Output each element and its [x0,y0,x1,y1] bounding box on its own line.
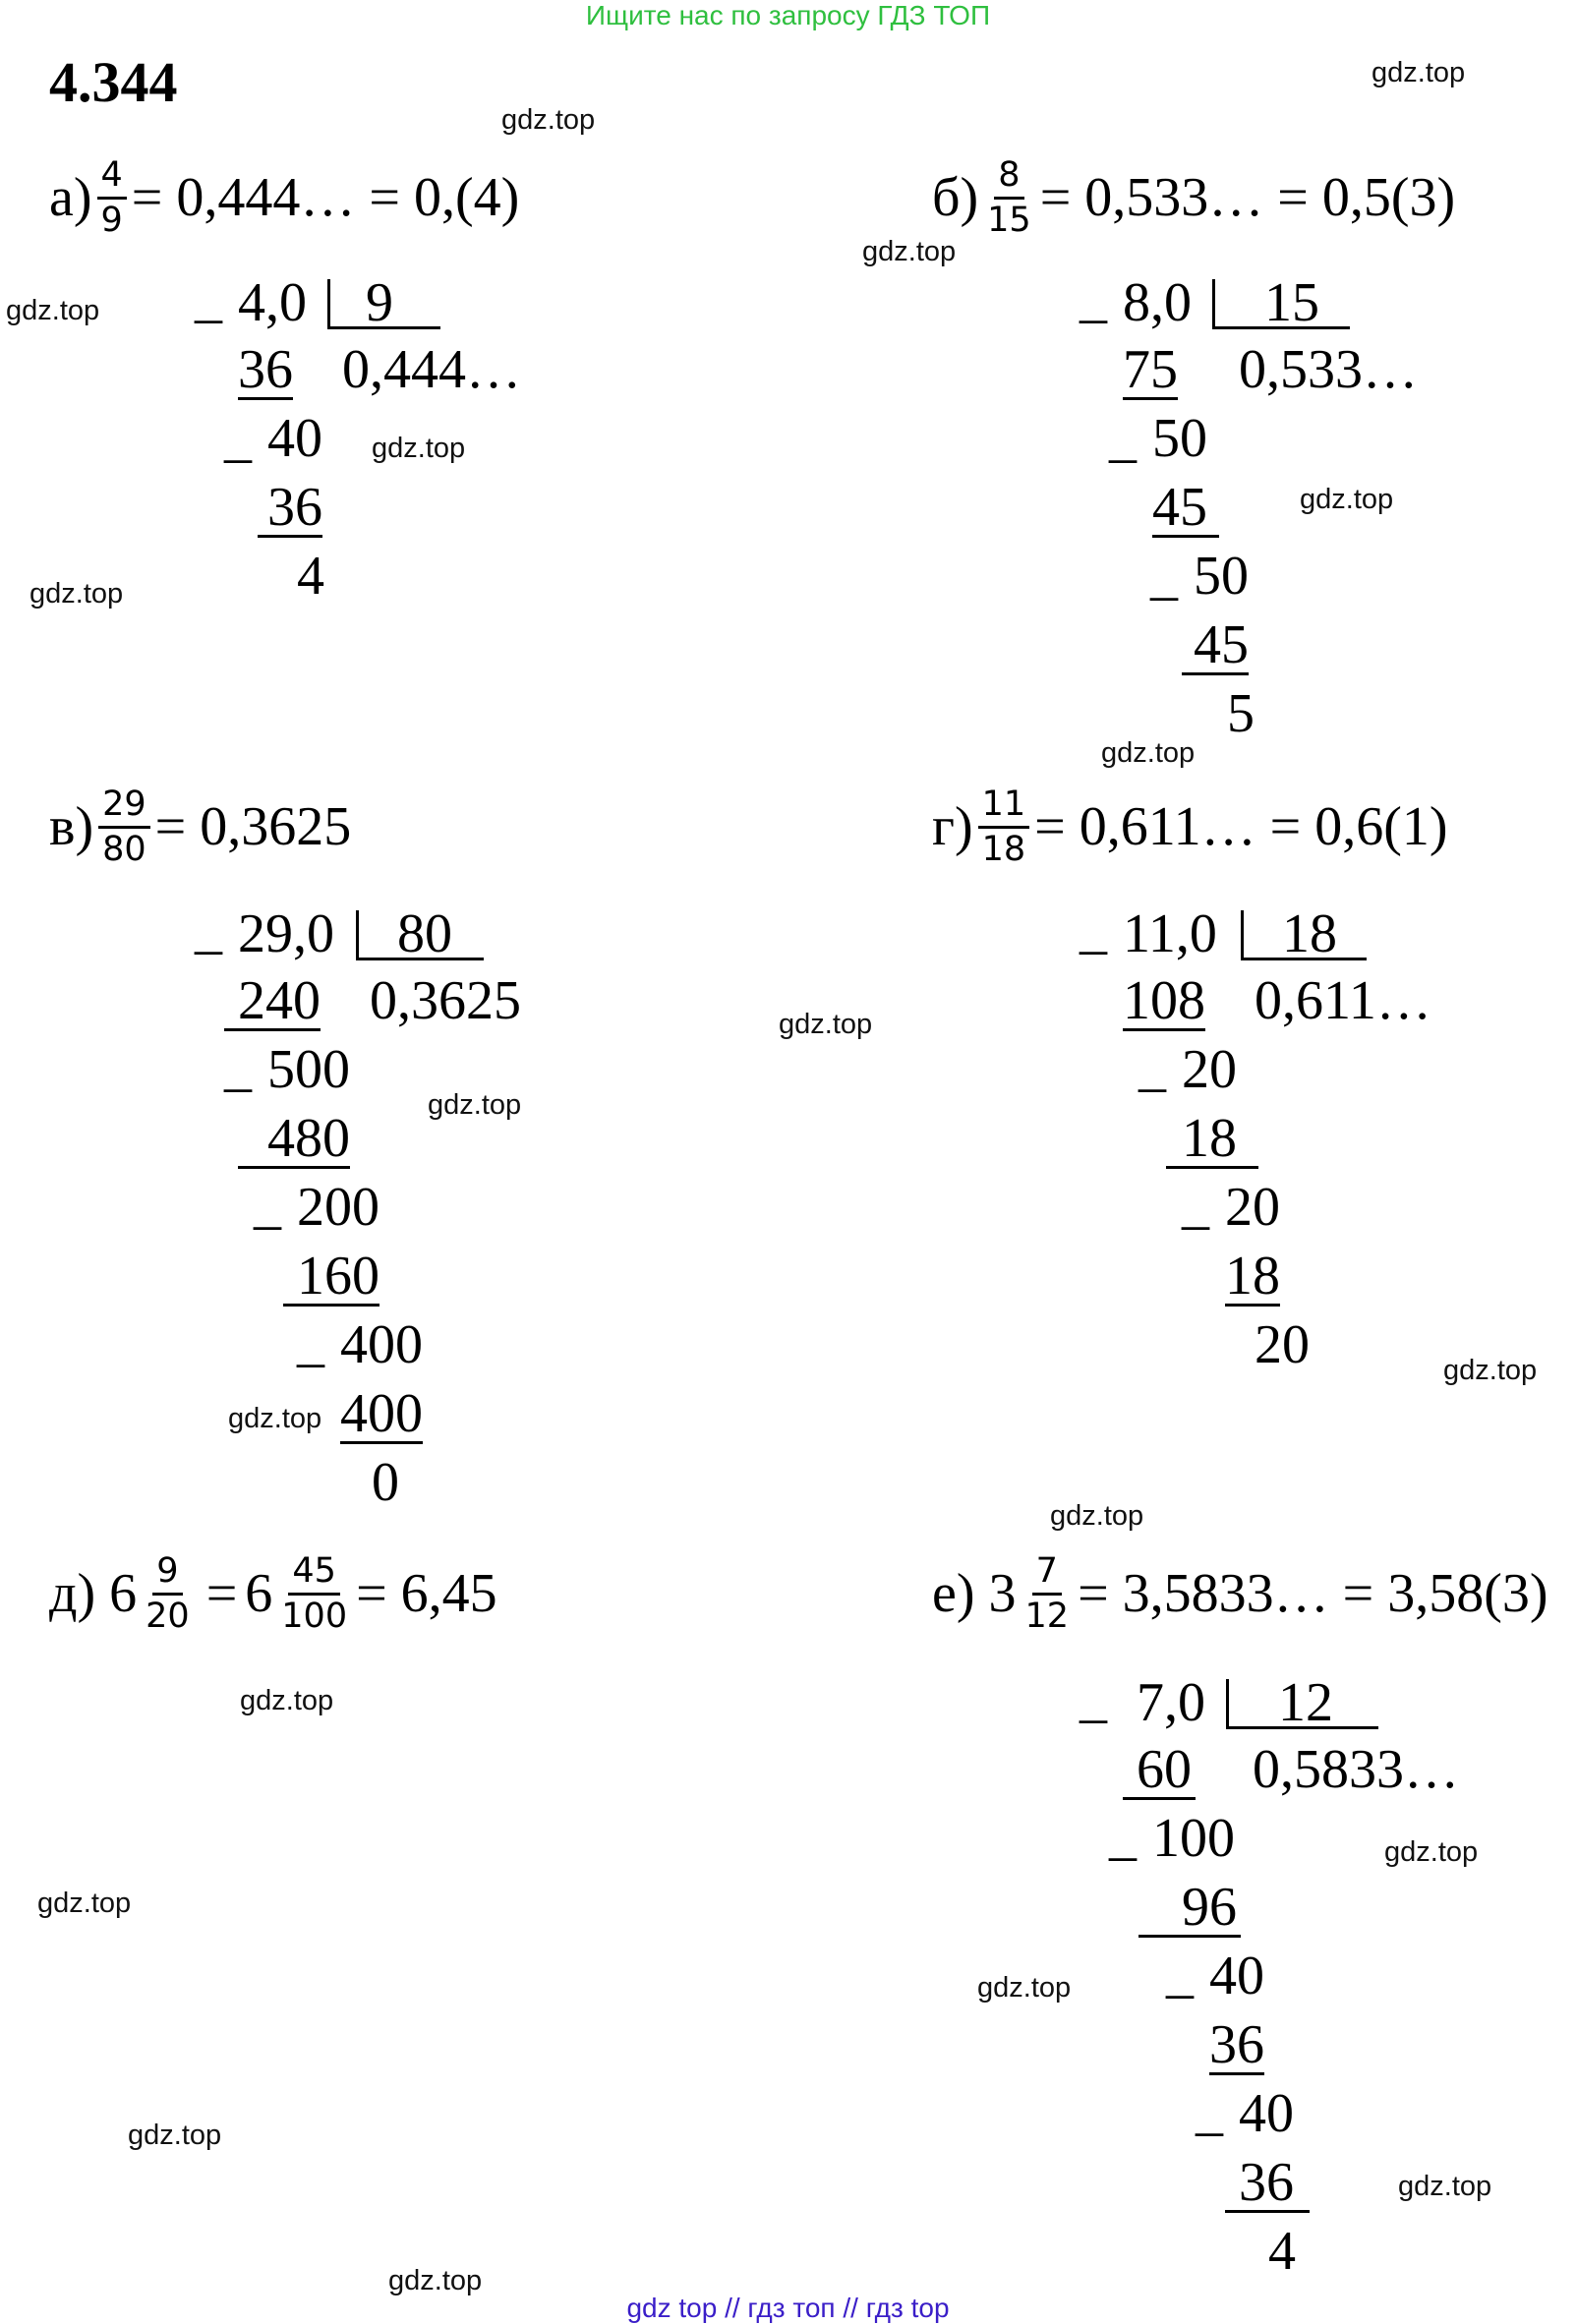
top-banner: Ищите нас по запросу ГДЗ ТОП [585,0,991,30]
quotient: 0,5833… [1253,1739,1459,1800]
minus-sign: _ [297,1312,324,1373]
quotient: 0,3625 [370,970,521,1031]
dividend: 7,0 [1137,1672,1205,1733]
minus-sign: _ [224,408,252,469]
step-value: 96 [1138,1880,1241,1938]
step-value: 20 [1225,1177,1280,1238]
equation-e [932,1553,1548,1635]
fraction [98,786,150,868]
bottom-banner: gdz top // гдз топ // гдз top [626,2293,950,2323]
fraction [978,786,1030,868]
denominator: 9 [100,200,123,240]
minus-sign: _ [1166,1944,1194,2004]
fraction [983,157,1035,239]
minus-sign: _ [1182,1175,1209,1236]
equation-a [49,157,519,239]
step-value: 40 [267,408,322,469]
watermark: gdz.top [501,104,596,136]
item-letter: е) [932,1563,975,1625]
watermark: gdz.top [1443,1355,1538,1386]
whole-part: 3 [988,1563,1017,1625]
denominator: 100 [281,1596,348,1636]
watermark: gdz.top [372,433,466,464]
step-value: 45 [1182,617,1249,675]
whole-part: 6 [245,1563,273,1625]
step-value: 60 [1123,1742,1196,1800]
divisor: 80 [397,903,452,964]
step-value: 40 [1239,2083,1294,2144]
watermark: gdz.top [1398,2171,1492,2202]
denominator: 15 [987,200,1031,240]
divisor: 9 [366,272,393,333]
step-value: 160 [283,1249,379,1307]
watermark: gdz.top [1050,1500,1144,1532]
step-value: 18 [1166,1111,1258,1169]
watermark: gdz.top [779,1009,873,1040]
numerator: 7 [1032,1553,1062,1596]
numerator: 11 [978,786,1030,829]
step-value: 400 [340,1383,423,1444]
watermark: gdz.top [128,2120,222,2151]
minus-sign: _ [1138,1037,1166,1098]
watermark: gdz.top [6,295,100,326]
watermark: gdz.top [1372,57,1466,88]
step-value: 5 [1227,683,1255,744]
quotient: 0,533… [1239,339,1418,400]
step-value: 480 [238,1111,350,1169]
item-letter: д) [49,1563,96,1625]
watermark: gdz.top [1384,1836,1479,1868]
fraction [277,1553,351,1635]
division-bar [1212,279,1215,328]
item-letter: в) [49,796,94,858]
numerator: 9 [152,1553,182,1596]
denominator: 12 [1024,1596,1070,1636]
dividend: 4,0 [238,272,307,333]
step-value: 36 [1225,2155,1310,2213]
watermark: gdz.top [1101,737,1196,769]
step-value: 20 [1182,1039,1237,1100]
item-letter: а) [49,167,92,229]
fraction [97,157,127,239]
step-value: 0 [372,1452,399,1513]
divisor: 12 [1278,1672,1333,1733]
step-value: 36 [258,480,322,538]
minus-sign: _ [1080,900,1107,960]
minus-sign: _ [1109,408,1137,469]
division-bar [356,910,359,959]
step-value: 50 [1194,546,1249,607]
step-value: 20 [1255,1314,1310,1375]
equation-b [932,157,1455,239]
numerator: 45 [288,1553,340,1596]
step-value: 36 [238,339,293,400]
step-value: 400 [340,1314,423,1375]
equals-sign: = [205,1563,238,1625]
step-value: 108 [1123,970,1205,1031]
task-number: 4.344 [49,50,178,114]
step-value: 45 [1152,480,1219,538]
minus-sign: _ [195,900,222,960]
watermark: gdz.top [240,1685,334,1716]
equation-rest: = 0,533… = 0,5(3) [1039,167,1456,229]
minus-sign: _ [195,268,222,329]
fraction [1021,1553,1074,1635]
watermark: gdz.top [862,236,957,267]
equation-rest: = 3,5833… = 3,58(3) [1078,1563,1548,1625]
equation-rest: = 6,45 [356,1563,497,1625]
watermark: gdz.top [37,1888,132,1919]
step-value: 4 [297,546,324,607]
step-value: 240 [224,973,321,1031]
equation-rest: = 0,611… = 0,6(1) [1034,796,1448,858]
equation-g [932,786,1448,868]
watermark: gdz.top [1300,484,1394,515]
watermark: gdz.top [977,1972,1072,2004]
equation-rest: = 0,3625 [154,796,352,858]
denominator: 20 [146,1596,190,1636]
minus-sign: _ [1109,1806,1137,1867]
dividend: 8,0 [1123,272,1192,333]
item-letter: б) [932,167,979,229]
step-value: 40 [1209,1946,1264,2006]
divisor: 15 [1264,272,1319,333]
minus-sign: _ [1080,1668,1107,1729]
quotient: 0,444… [342,339,521,400]
division-bar [327,279,330,328]
step-value: 36 [1209,2014,1264,2075]
step-value: 18 [1225,1246,1280,1307]
fraction [142,1553,194,1635]
watermark: gdz.top [29,578,124,610]
equation-rest: = 0,444… = 0,(4) [131,167,520,229]
denominator: 80 [102,829,146,869]
denominator: 18 [981,829,1026,869]
step-value: 75 [1123,339,1178,400]
numerator: 8 [994,157,1023,200]
minus-sign: _ [1196,2081,1223,2142]
equation-v [49,786,351,868]
step-value: 100 [1152,1808,1235,1869]
numerator: 4 [97,157,127,200]
watermark: gdz.top [428,1089,522,1121]
minus-sign: _ [224,1037,252,1098]
division-bar [1226,1679,1229,1728]
minus-sign: _ [254,1175,281,1236]
dividend: 11,0 [1123,903,1217,964]
step-value: 4 [1268,2221,1296,2282]
item-letter: г) [932,796,973,858]
step-value: 500 [267,1039,350,1100]
equation-d [49,1553,497,1635]
minus-sign: _ [1150,546,1178,607]
watermark: gdz.top [228,1403,322,1434]
divisor: 18 [1282,903,1337,964]
whole-part: 6 [109,1563,138,1625]
watermark: gdz.top [388,2265,483,2296]
dividend: 29,0 [238,903,334,964]
division-bar [1241,910,1244,959]
quotient: 0,611… [1255,970,1431,1031]
numerator: 29 [98,786,150,829]
step-value: 50 [1152,408,1207,469]
step-value: 200 [297,1177,379,1238]
minus-sign: _ [1080,268,1107,329]
